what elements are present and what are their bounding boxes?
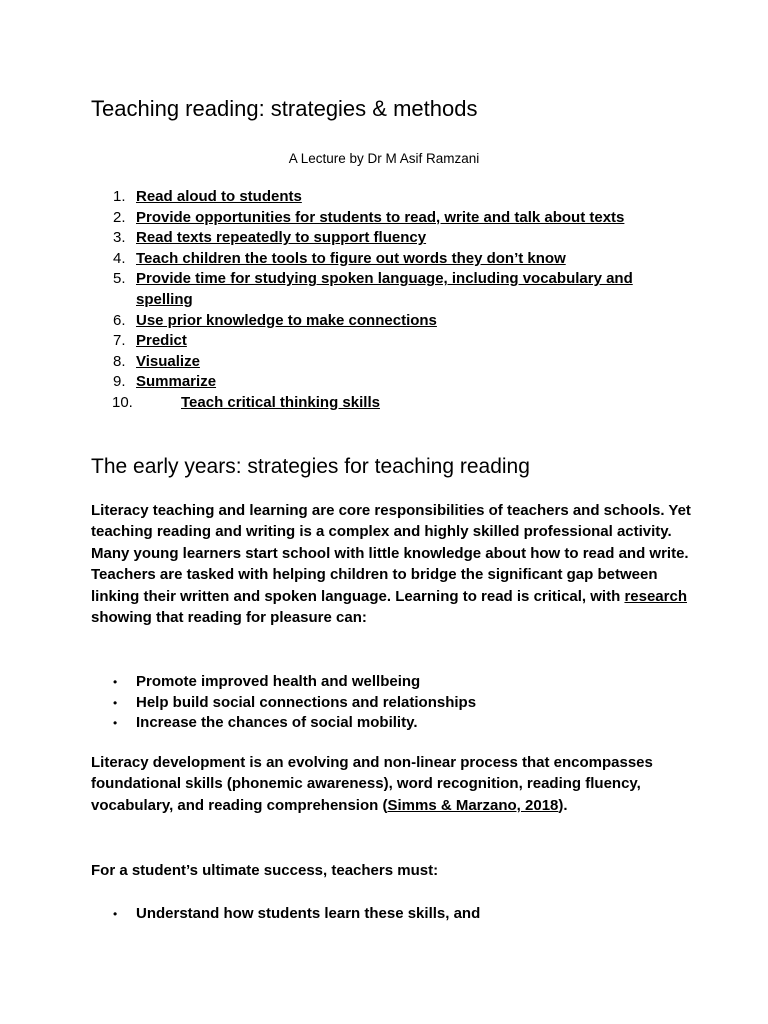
list-item xyxy=(0,269,768,310)
list-item xyxy=(0,187,768,208)
strategies-list xyxy=(0,187,768,414)
intro-paragraph xyxy=(91,500,691,628)
strategy-link[interactable]: Provide opportunities for students to read, write and talk about texts xyxy=(136,208,625,226)
section-heading: The early years: strategies for teaching reading xyxy=(91,455,530,478)
list-item xyxy=(0,311,768,332)
list-item xyxy=(0,208,768,229)
strategy-link[interactable]: Use prior knowledge to make connections xyxy=(136,311,437,329)
page-title: Teaching reading: strategies & methods xyxy=(91,96,478,121)
literacy-paragraph xyxy=(91,752,691,816)
list-number: 10. xyxy=(112,393,133,411)
list-number: 2. xyxy=(113,208,126,226)
paragraph-text: ). xyxy=(558,796,568,814)
strategy-link[interactable]: Provide time for studying spoken language, including vocabulary and spelling xyxy=(136,270,633,308)
strategy-link[interactable]: Predict xyxy=(136,332,187,350)
list-item xyxy=(0,693,768,714)
bullet-icon: • xyxy=(113,907,118,921)
list-item-text: Increase the chances of social mobility. xyxy=(136,714,418,732)
list-item xyxy=(0,672,768,693)
research-link[interactable]: research xyxy=(624,587,687,605)
strategy-link[interactable]: Summarize xyxy=(136,373,217,391)
citation-link[interactable]: Simms & Marzano, 2018 xyxy=(387,796,559,814)
lecture-byline: A Lecture by Dr M Asif Ramzani xyxy=(288,151,480,166)
list-item xyxy=(0,713,768,734)
paragraph-text: Literacy development is an evolving and non-linear process that encompasses foundational skills (phonemic awareness), word recognition, reading fluency, vocabulary, and reading comprehension ( xyxy=(91,754,653,814)
list-number: 4. xyxy=(113,249,126,267)
musts-list xyxy=(0,904,768,925)
list-number: 5. xyxy=(113,270,126,288)
strategy-link[interactable]: Visualize xyxy=(136,352,200,370)
list-item xyxy=(0,228,768,249)
list-number: 3. xyxy=(113,229,126,247)
benefits-list xyxy=(0,672,768,734)
list-item xyxy=(0,904,768,925)
bullet-icon: • xyxy=(113,675,118,689)
paragraph-text: Literacy teaching and learning are core responsibilities of teachers and schools. Yet teaching reading and writing is a complex and highly skilled professional activity. Many young learners start school with little knowledge about how to read and write. Teachers are tasked with helping children to bridge the significant gap between linking their written and spoken language. Learning to read is critical, with xyxy=(91,502,691,605)
list-item-text: Understand how students learn these skills, and xyxy=(136,905,481,922)
list-item xyxy=(0,372,768,393)
list-item-text: Help build social connections and relationships xyxy=(136,693,477,711)
list-number: 7. xyxy=(113,332,126,350)
strategy-link[interactable]: Teach children the tools to figure out words they don’t know xyxy=(136,249,566,267)
strategy-link[interactable]: Teach critical thinking skills xyxy=(181,393,380,411)
list-number: 8. xyxy=(113,352,126,370)
strategy-link[interactable]: Read aloud to students xyxy=(136,188,302,205)
list-item-text: Promote improved health and wellbeing xyxy=(136,673,421,690)
list-item xyxy=(0,393,768,414)
list-number: 1. xyxy=(113,188,126,205)
list-item xyxy=(0,249,768,270)
success-paragraph: For a student’s ultimate success, teachers must: xyxy=(91,862,439,879)
list-number: 6. xyxy=(113,311,126,329)
paragraph-text: showing that reading for pleasure can: xyxy=(91,609,367,627)
list-number: 9. xyxy=(113,373,126,391)
bullet-icon: • xyxy=(113,716,118,731)
bullet-icon: • xyxy=(113,695,118,710)
list-item xyxy=(0,352,768,373)
list-item xyxy=(0,331,768,352)
strategy-link[interactable]: Read texts repeatedly to support fluency xyxy=(136,229,427,247)
